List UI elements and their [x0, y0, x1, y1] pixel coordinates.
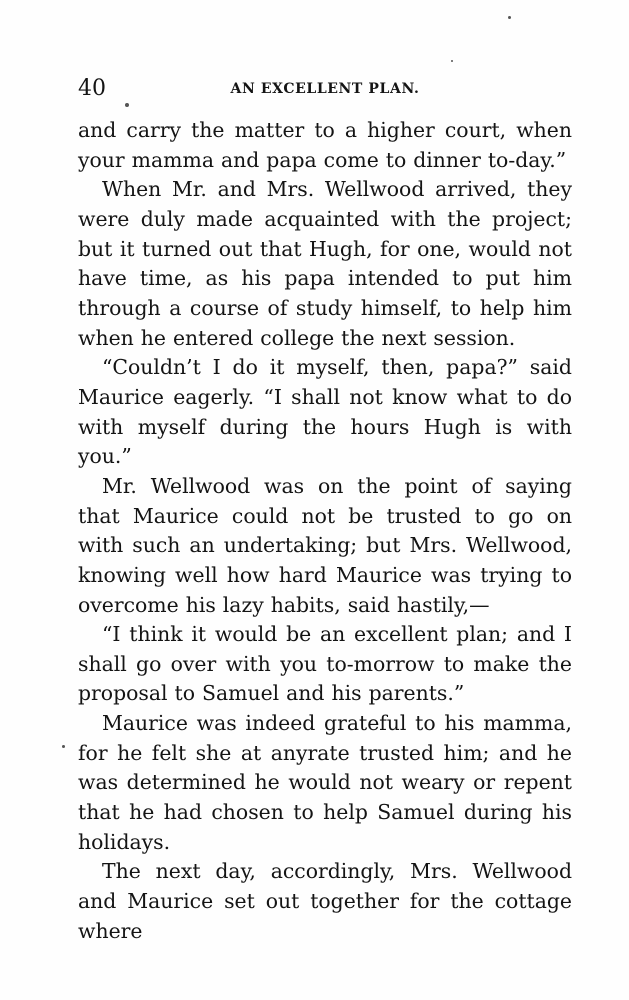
scan-speck: [451, 60, 453, 62]
paragraph: When Mr. and Mrs. Wellwood arrived, they were duly made acquainted with the project; but it turned out that Hugh, for one, would not have time, as his papa intended to put him through a course of study himself, to help him when he entered college the next session.: [78, 177, 572, 350]
paragraph: “Couldn’t I do it myself, then, papa?” said Maurice eagerly. “I shall not know what to do with myself during the hours Hugh is with you.”: [78, 355, 572, 469]
paragraph: Mr. Wellwood was on the point of saying that Maurice could not be trusted to go on with such an undertaking; but Mrs. Wellwood, knowing well how hard Maurice was trying to overcome his lazy habits, said hastily,—: [78, 473, 572, 617]
paragraph: “I think it would be an excellent plan; and I shall go over with you to-morrow to make the proposal to Samuel and his parents.”: [78, 622, 572, 706]
scan-speck: [508, 16, 511, 19]
scan-speck: [125, 103, 129, 107]
running-head: [78, 76, 572, 102]
scan-speck: [62, 745, 65, 748]
page-number: 40: [78, 76, 106, 101]
paragraph: Maurice was indeed grateful to his mamma, for he felt she at anyrate trusted him; and he was determined he would not weary or repent that he had chosen to help Samuel during his holidays.: [78, 711, 572, 854]
paragraph: The next day, accordingly, Mrs. Wellwood and Maurice set out together for the cottage where: [78, 859, 572, 943]
body-text: [78, 116, 572, 946]
running-title: AN EXCELLENT PLAN.: [230, 81, 420, 97]
paragraph-continuation: and carry the matter to a higher court, when your mamma and papa come to dinner to-day.”: [78, 118, 572, 172]
